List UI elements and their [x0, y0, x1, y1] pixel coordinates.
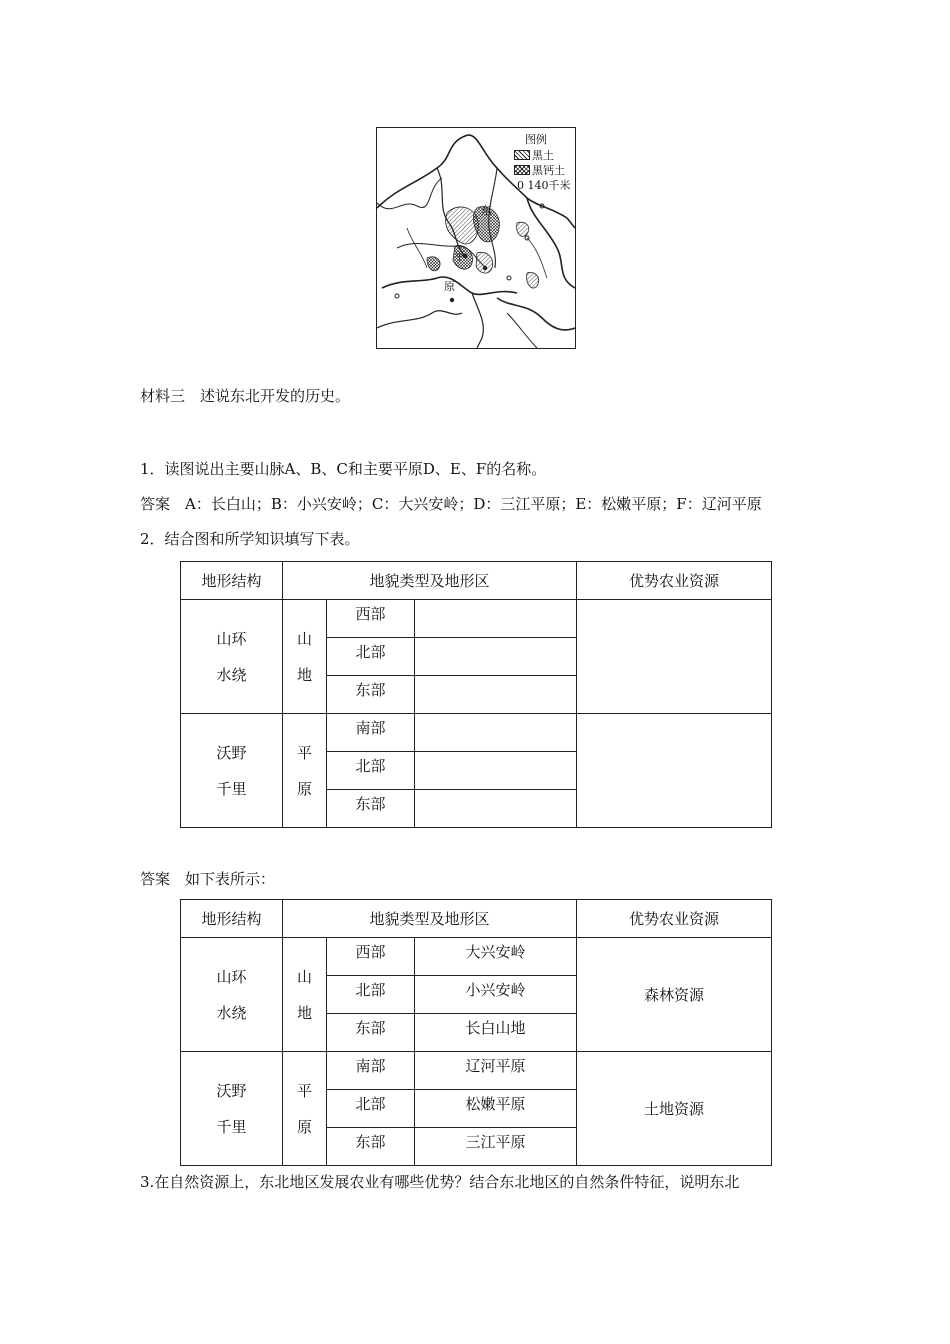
area-cell: 小兴安岭: [415, 976, 577, 1014]
type-text: 山: [296, 629, 312, 648]
region-cell: 南部: [327, 1052, 415, 1090]
type-text: 地: [296, 1003, 312, 1022]
structure-text: 千里: [216, 779, 247, 798]
structure-text: 山环: [216, 967, 247, 986]
material-three: 材料三 述说东北开发的历史。: [140, 387, 351, 405]
blank-area-cell[interactable]: [415, 752, 577, 790]
region-cell: 西部: [327, 938, 415, 976]
region-cell: 北部: [327, 638, 415, 676]
type-cell: [283, 938, 327, 1052]
type-text: 平: [296, 743, 312, 762]
blank-resource-cell[interactable]: [577, 714, 772, 828]
region-cell: 东部: [327, 790, 415, 828]
type-cell: [283, 1052, 327, 1166]
legend-item-chernozem: [514, 162, 565, 178]
region-cell: 东部: [327, 1014, 415, 1052]
blank-area-cell[interactable]: [415, 638, 577, 676]
area-cell: 辽河平原: [415, 1052, 577, 1090]
region-cell: 东部: [327, 676, 415, 714]
answer-landform-table: [180, 899, 772, 1166]
type-text: 原: [296, 1117, 312, 1136]
structure-cell: [181, 714, 283, 828]
region-cell: 南部: [327, 714, 415, 752]
structure-text: 沃野: [216, 1081, 247, 1100]
blank-resource-cell[interactable]: [577, 600, 772, 714]
map-label: 平: [454, 250, 465, 263]
area-cell: 三江平原: [415, 1128, 577, 1166]
structure-text: 水绕: [216, 1003, 247, 1022]
region-cell: 北部: [327, 1090, 415, 1128]
type-cell: [283, 600, 327, 714]
resource-cell: 土地资源: [577, 1052, 772, 1166]
type-text: 原: [296, 779, 312, 798]
header-landform: 地貌类型及地形区: [283, 562, 577, 600]
type-cell: [283, 714, 327, 828]
question-3: 3.在自然资源上，东北地区发展农业有哪些优势？结合东北地区的自然条件特征，说明东北: [140, 1173, 740, 1191]
area-cell: 大兴安岭: [415, 938, 577, 976]
header-resource: 优势农业资源: [577, 562, 772, 600]
legend-label: 黑钙土: [532, 164, 565, 177]
header-structure: 地形结构: [181, 900, 283, 938]
northeast-soil-map: [376, 127, 576, 349]
type-text: 地: [296, 665, 312, 684]
blank-area-cell[interactable]: [415, 600, 577, 638]
region-cell: 北部: [327, 976, 415, 1014]
blank-landform-table: [180, 561, 772, 828]
structure-cell: [181, 600, 283, 714]
legend-item-black-soil: [514, 147, 554, 163]
area-cell: 长白山地: [415, 1014, 577, 1052]
blank-area-cell[interactable]: [415, 676, 577, 714]
blank-area-cell[interactable]: [415, 714, 577, 752]
map-label: 东: [481, 204, 492, 217]
crosshatch-swatch-icon: [514, 165, 530, 175]
structure-cell: [181, 938, 283, 1052]
region-cell: 东部: [327, 1128, 415, 1166]
legend-label: 黑土: [532, 149, 554, 162]
type-text: 山: [296, 967, 312, 986]
area-cell: 松嫩平原: [415, 1090, 577, 1128]
header-structure: 地形结构: [181, 562, 283, 600]
structure-text: 水绕: [216, 665, 247, 684]
region-cell: 北部: [327, 752, 415, 790]
header-landform: 地貌类型及地形区: [283, 900, 577, 938]
blank-area-cell[interactable]: [415, 790, 577, 828]
question-1: 1．读图说出主要山脉A、B、C和主要平原D、E、F的名称。: [140, 460, 547, 478]
structure-text: 千里: [216, 1117, 247, 1136]
hatch-swatch-icon: [514, 150, 530, 160]
question-2: 2．结合图和所学知识填写下表。: [140, 530, 360, 548]
structure-text: 山环: [216, 629, 247, 648]
type-text: 平: [296, 1081, 312, 1100]
scale-bar: 0 140千米: [517, 179, 571, 192]
legend-title: 图例: [525, 133, 547, 146]
header-resource: 优势农业资源: [577, 900, 772, 938]
region-cell: 西部: [327, 600, 415, 638]
answer-1: 答案 A：长白山；B：小兴安岭；C：大兴安岭；D：三江平原；E：松嫩平原；F：辽河平原: [140, 495, 762, 513]
answer-2-intro: 答案 如下表所示：: [140, 870, 276, 888]
resource-cell: 森林资源: [577, 938, 772, 1052]
structure-text: 沃野: [216, 743, 247, 762]
structure-cell: [181, 1052, 283, 1166]
map-label: 原: [444, 280, 455, 293]
